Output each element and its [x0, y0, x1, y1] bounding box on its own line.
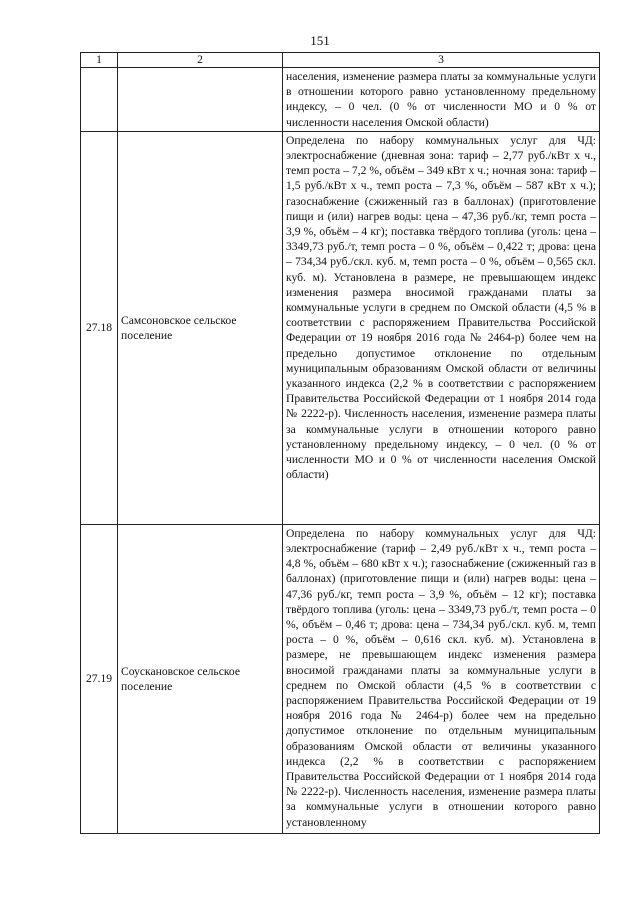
page-number: 151	[310, 33, 330, 48]
column-header-3: 3	[283, 53, 600, 68]
table-row-27-19	[81, 524, 600, 833]
settlement-name-cell: Самсоновское сельское поселение	[118, 131, 283, 524]
description-cell: населения, изменение размера платы за коммунальные услуги в отношении которого равно установленному предельному индексу, – 0 чел. (0 % от численности МО и 0 % от численности населения Омской области)	[283, 68, 600, 132]
municipal-tariff-table	[80, 52, 600, 834]
column-header-1: 1	[81, 53, 118, 68]
description-cell: Определена по набору коммунальных услуг для ЧД: электроснабжение (дневная зона: тариф – 2,77 руб./кВт х ч., темп роста – 7,2 %, объём – 349 кВт х ч.; ночная зона: тариф – 1,5 руб./кВт х ч., темп роста – 7,3 %, объём – 587 кВт х ч.); газоснабжение (сжиженный газ в баллонах) (приготовление пищи и (или) нагрев воды: цена – 47,36 руб./кг, темп роста – 3,9 %, объём – 4 кг); поставка твёрдого топлива (уголь: цена – 3349,73 руб./т, темп роста – 0 %, объём – 0,422 т; дрова: цена – 734,34 руб./скл. куб. м, темп роста – 0 %, объём – 0,565 скл. куб. м). Установлена в размере, не превышающем индекс изменения размера вносимой гражданами платы за коммунальные услуги в среднем по Омской области (4,5 % в соответствии с распоряжением Правительства Российской Федерации от 19 ноября 2016 года № 2464-р) более чем на предельно допустимое отклонение по отдельным муниципальным образованиям Омской области от величины указанного индекса (2,2 % в соответствии с распоряжением Правительства Российской Федерации от 1 ноября 2014 года № 2222-р). Численность населения, изменение размера платы за коммунальные услуги в отношении которого равно установленному предельному индексу, – 0 чел. (0 % от численности МО и 0 % от численности населения Омской области)	[283, 131, 600, 524]
column-header-2: 2	[118, 53, 283, 68]
table-header-row	[81, 53, 600, 68]
table-row-27-18	[81, 131, 600, 524]
settlement-name-cell	[118, 68, 283, 132]
settlement-name-cell: Соускановское сельское поселение	[118, 524, 283, 833]
row-number-cell: 27.18	[81, 131, 118, 524]
description-cell: Определена по набору коммунальных услуг для ЧД: электроснабжение (тариф – 2,49 руб./кВт х ч., темп роста – 4,8 %, объём – 680 кВт х ч.); газоснабжение (сжиженный газ в баллонах) (приготовление пищи и (или) нагрев воды: цена – 47,36 руб./кг, темп роста – 3,9 %, объём – 12 кг); поставка твёрдого топлива (уголь: цена – 3349,73 руб./т, темп роста – 0 %, объём – 0,46 т; дрова: цена – 734,34 руб./скл. куб. м, темп роста – 0 %, объём – 0,616 скл. куб. м). Установлена в размере, не превышающем индекс изменения размера вносимой гражданами платы за коммунальные услуги в среднем по Омской области (4,5 % в соответствии с распоряжением Правительства Российской Федерации от 19 ноября 2016 года № 2464-р) более чем на предельно допустимое отклонение по отдельным муниципальным образованиям Омской области от величины указанного индекса (2,2 % в соответствии с распоряжением Правительства Российской Федерации от 1 ноября 2014 года № 2222-р). Численность населения, изменение размера платы за коммунальные услуги в отношении которого равно установленному	[283, 524, 600, 833]
row-number-cell: 27.19	[81, 524, 118, 833]
row-number-cell	[81, 68, 118, 132]
table-row-continuation	[81, 68, 600, 132]
